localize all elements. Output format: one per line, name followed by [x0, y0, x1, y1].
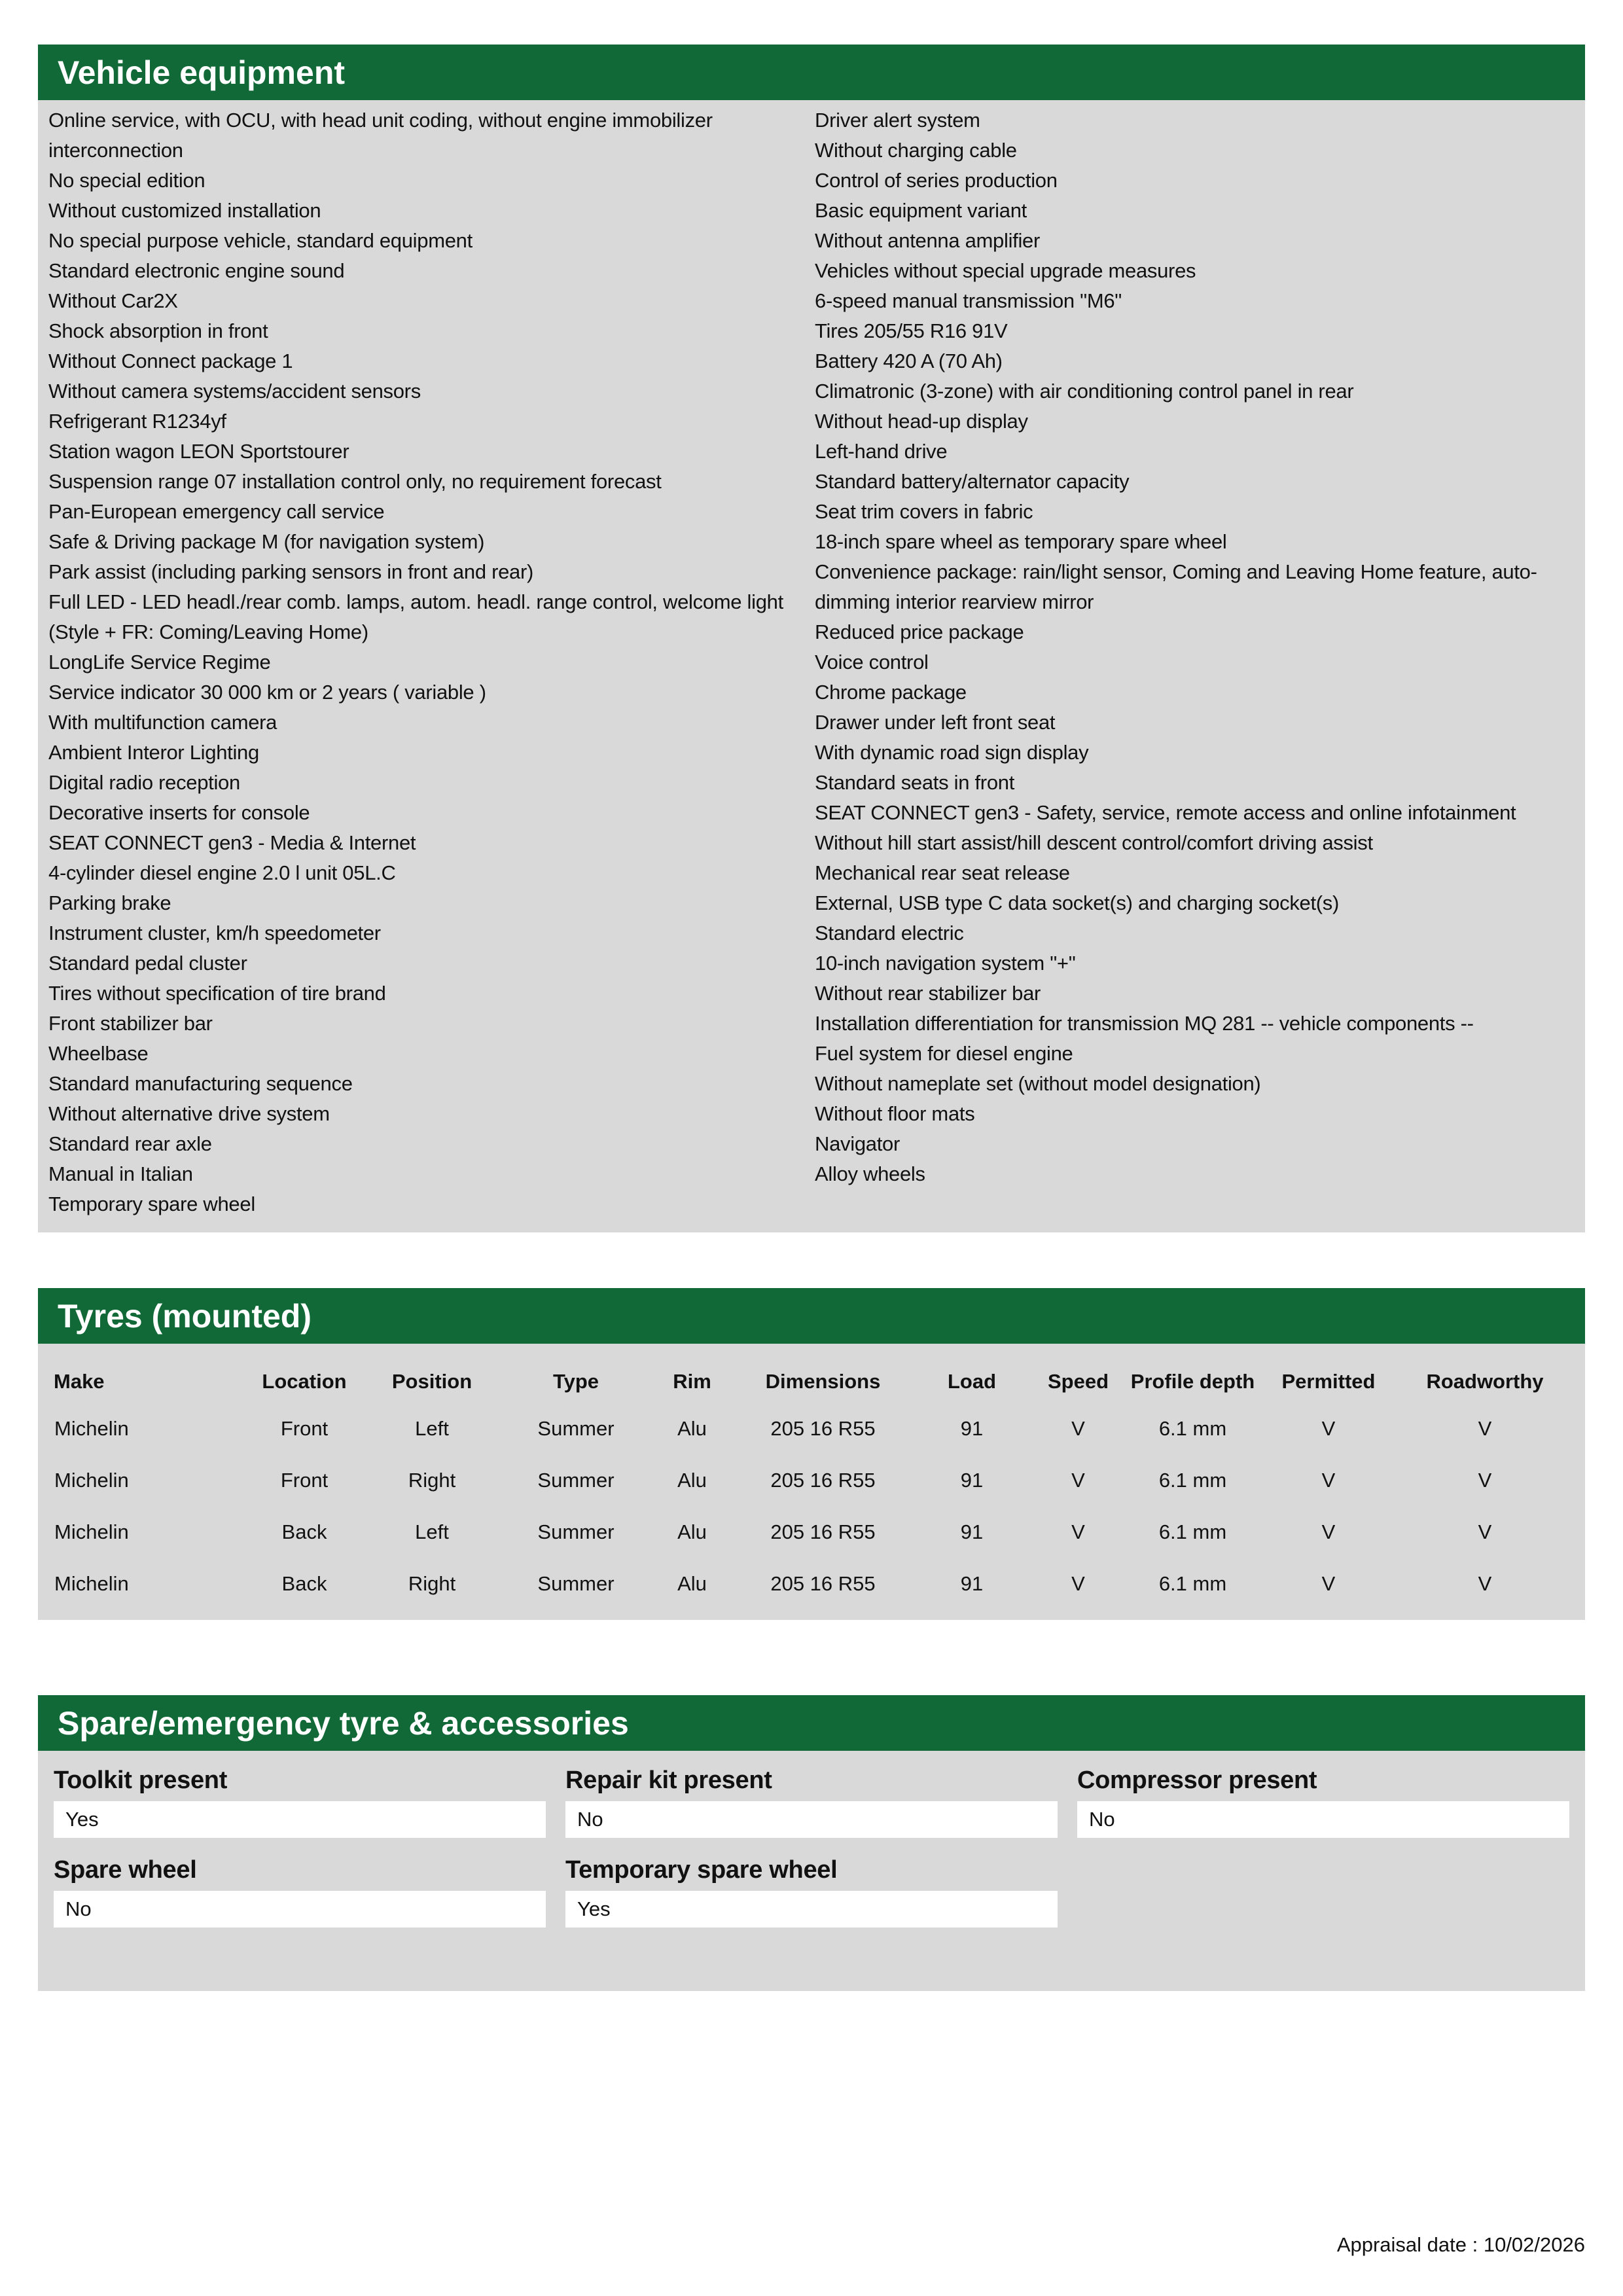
equipment-item: Alloy wheels: [815, 1162, 925, 1185]
field-value-box[interactable]: No: [565, 1801, 1058, 1838]
cell-type: Summer: [537, 1416, 615, 1440]
column-header-type: Type: [552, 1370, 599, 1393]
column-header-permitted: Permitted: [1281, 1370, 1376, 1393]
section-spare-accessories: [38, 1695, 1585, 1991]
equipment-item: Decorative inserts for console: [48, 801, 310, 824]
section-vehicle-equipment: [38, 45, 1585, 1232]
equipment-item: Temporary spare wheel: [48, 1193, 255, 1215]
equipment-item: Without floor mats: [815, 1102, 975, 1125]
equipment-item: Standard battery/alternator capacity: [815, 470, 1130, 493]
equipment-item: Tires 205/55 R16 91V: [815, 319, 1008, 342]
field-label: Toolkit present: [54, 1767, 228, 1794]
cell-location: Back: [281, 1520, 327, 1543]
equipment-item: Without charging cable: [815, 139, 1017, 162]
equipment-item: Battery 420 A (70 Ah): [815, 350, 1003, 372]
equipment-item: Safe & Driving package M (for navigation system): [48, 530, 485, 553]
equipment-item: With multifunction camera: [48, 711, 277, 734]
cell-dimensions: 205 16 R55: [770, 1520, 876, 1543]
equipment-item: Standard rear axle: [48, 1132, 212, 1155]
field-label: Spare wheel: [54, 1856, 197, 1884]
column-header-roadworthy: Roadworthy: [1426, 1370, 1544, 1393]
cell-load: 91: [960, 1520, 984, 1543]
permitted-check-mark: V: [1321, 1571, 1336, 1595]
equipment-item: Online service, with OCU, with head unit coding, without engine immobilizer interconnection: [48, 109, 713, 162]
cell-position: Left: [415, 1520, 449, 1543]
tyres-header-row: [54, 1344, 1569, 1403]
equipment-item: Without nameplate set (without model designation): [815, 1072, 1261, 1095]
cell-type: Summer: [537, 1520, 615, 1543]
tyres-table: [54, 1344, 1569, 1609]
equipment-item: No special purpose vehicle, standard equipment: [48, 229, 473, 252]
appraisal-date: Appraisal date : 10/02/2026: [1336, 2233, 1585, 2256]
equipment-item: Standard pedal cluster: [48, 952, 247, 975]
equipment-item: Basic equipment variant: [815, 199, 1027, 222]
cell-dimensions: 205 16 R55: [770, 1468, 876, 1492]
equipment-item: Station wagon LEON Sportstourer: [48, 440, 349, 463]
field-label: Temporary spare wheel: [565, 1856, 838, 1884]
equipment-item: Reduced price package: [815, 620, 1024, 643]
column-header-speed: Speed: [1047, 1370, 1109, 1393]
equipment-item: Parking brake: [48, 891, 171, 914]
cell-dimensions: 205 16 R55: [770, 1416, 876, 1440]
field-value-box[interactable]: No: [1077, 1801, 1569, 1838]
equipment-item: Drawer under left front seat: [815, 711, 1056, 734]
equipment-item: Without customized installation: [48, 199, 321, 222]
cell-rim: Alu: [677, 1416, 707, 1440]
equipment-item: Control of series production: [815, 169, 1058, 192]
column-header-position: Position: [391, 1370, 473, 1393]
equipment-item: No special edition: [48, 169, 205, 192]
equipment-item: SEAT CONNECT gen3 - Media & Internet: [48, 831, 416, 854]
permitted-check-mark: V: [1321, 1468, 1336, 1492]
equipment-item: Service indicator 30 000 km or 2 years ( variable ): [48, 681, 486, 704]
equipment-item: Without rear stabilizer bar: [815, 982, 1041, 1005]
equipment-item: Without head-up display: [815, 410, 1028, 433]
cell-type: Summer: [537, 1468, 615, 1492]
permitted-check-mark: V: [1321, 1520, 1336, 1543]
field-value-box[interactable]: No: [54, 1891, 546, 1928]
equipment-item: Front stabilizer bar: [48, 1012, 213, 1035]
cell-rim: Alu: [677, 1468, 707, 1492]
equipment-item: Climatronic (3-zone) with air conditioning control panel in rear: [815, 380, 1354, 403]
equipment-item: Fuel system for diesel engine: [815, 1042, 1073, 1065]
cell-type: Summer: [537, 1571, 615, 1595]
roadworthy-check-mark: V: [1478, 1520, 1492, 1543]
equipment-item: Mechanical rear seat release: [815, 861, 1070, 884]
roadworthy-check-mark: V: [1478, 1416, 1492, 1440]
equipment-item: Pan-European emergency call service: [48, 500, 385, 523]
field-compressor-present: [1077, 1765, 1569, 1838]
cell-speed: V: [1071, 1571, 1085, 1595]
cell-load: 91: [960, 1416, 984, 1440]
field-repair-kit-present: [565, 1765, 1058, 1838]
cell-dimensions: 205 16 R55: [770, 1571, 876, 1595]
tyre-row: [54, 1558, 1569, 1609]
equipment-item: Digital radio reception: [48, 771, 240, 794]
equipment-item: 6-speed manual transmission "M6": [815, 289, 1122, 312]
equipment-item: Without alternative drive system: [48, 1102, 330, 1125]
cell-profile-depth: 6.1 mm: [1158, 1416, 1227, 1440]
equipment-item: Wheelbase: [48, 1042, 149, 1065]
equipment-item: Driver alert system: [815, 109, 980, 132]
field-toolkit-present: [54, 1765, 546, 1838]
column-header-profile-depth: Profile depth: [1130, 1370, 1255, 1393]
section-tyres: [38, 1288, 1585, 1620]
cell-load: 91: [960, 1468, 984, 1492]
equipment-item: Shock absorption in front: [48, 319, 268, 342]
field-value-box[interactable]: Yes: [565, 1891, 1058, 1928]
cell-position: Right: [408, 1468, 456, 1492]
equipment-item: LongLife Service Regime: [48, 651, 271, 673]
equipment-item: Standard electronic engine sound: [48, 259, 345, 282]
equipment-list-right: [815, 105, 1585, 1219]
cell-make: Michelin: [54, 1468, 129, 1492]
equipment-item: SEAT CONNECT gen3 - Safety, service, remote access and online infotainment: [815, 801, 1516, 824]
column-header-rim: Rim: [673, 1370, 711, 1393]
field-label: Compressor present: [1077, 1767, 1317, 1794]
equipment-item: Without hill start assist/hill descent control/comfort driving assist: [815, 831, 1373, 854]
column-header-make: Make: [54, 1370, 105, 1393]
cell-speed: V: [1071, 1468, 1085, 1492]
equipment-list-left: [38, 105, 801, 1219]
field-spare-wheel: [54, 1855, 546, 1928]
cell-speed: V: [1071, 1520, 1085, 1543]
vehicle-equipment-title: Vehicle equipment: [38, 45, 1585, 100]
equipment-item: Convenience package: rain/light sensor, Coming and Leaving Home feature, auto-dimming interior rearview mirror: [815, 560, 1537, 613]
equipment-item: Full LED - LED headl./rear comb. lamps, autom. headl. range control, welcome light (Style + FR: Coming/Leaving Home): [48, 590, 783, 643]
equipment-item: Manual in Italian: [48, 1162, 193, 1185]
cell-profile-depth: 6.1 mm: [1158, 1520, 1227, 1543]
equipment-item: Without camera systems/accident sensors: [48, 380, 421, 403]
equipment-item: Without Connect package 1: [48, 350, 293, 372]
field-value-box[interactable]: Yes: [54, 1801, 546, 1838]
equipment-item: 18-inch spare wheel as temporary spare wheel: [815, 530, 1227, 553]
equipment-item: Vehicles without special upgrade measures: [815, 259, 1196, 282]
column-header-load: Load: [947, 1370, 997, 1393]
equipment-item: Navigator: [815, 1132, 900, 1155]
equipment-item: Left-hand drive: [815, 440, 948, 463]
equipment-item: Ambient Interor Lighting: [48, 741, 259, 764]
equipment-item: Tires without specification of tire brand: [48, 982, 386, 1005]
cell-position: Right: [408, 1571, 456, 1595]
permitted-check-mark: V: [1321, 1416, 1336, 1440]
cell-rim: Alu: [677, 1571, 707, 1595]
roadworthy-check-mark: V: [1478, 1468, 1492, 1492]
cell-location: Back: [281, 1571, 327, 1595]
equipment-item: Instrument cluster, km/h speedometer: [48, 922, 381, 944]
tyres-title: Tyres (mounted): [38, 1288, 1585, 1344]
equipment-item: Refrigerant R1234yf: [48, 410, 226, 433]
cell-speed: V: [1071, 1416, 1085, 1440]
roadworthy-check-mark: V: [1478, 1571, 1492, 1595]
cell-rim: Alu: [677, 1520, 707, 1543]
cell-position: Left: [415, 1416, 449, 1440]
equipment-item: Without antenna amplifier: [815, 229, 1041, 252]
cell-profile-depth: 6.1 mm: [1158, 1571, 1227, 1595]
equipment-item: Without Car2X: [48, 289, 178, 312]
cell-location: Front: [280, 1468, 329, 1492]
equipment-item: 4-cylinder diesel engine 2.0 l unit 05L.C: [48, 861, 396, 884]
field-label: Repair kit present: [565, 1767, 772, 1794]
cell-profile-depth: 6.1 mm: [1158, 1468, 1227, 1492]
equipment-item: Standard electric: [815, 922, 964, 944]
spare-accessories-title: Spare/emergency tyre & accessories: [38, 1695, 1585, 1751]
cell-make: Michelin: [54, 1416, 129, 1440]
cell-location: Front: [280, 1416, 329, 1440]
equipment-item: Park assist (including parking sensors in front and rear): [48, 560, 534, 583]
equipment-item: Voice control: [815, 651, 929, 673]
equipment-item: With dynamic road sign display: [815, 741, 1089, 764]
tyres-body: [38, 1344, 1585, 1620]
equipment-item: Installation differentiation for transmission MQ 281 -- vehicle components --: [815, 1012, 1474, 1035]
column-header-dimensions: Dimensions: [765, 1370, 881, 1393]
equipment-item: Seat trim covers in fabric: [815, 500, 1033, 523]
equipment-item: External, USB type C data socket(s) and charging socket(s): [815, 891, 1340, 914]
cell-make: Michelin: [54, 1520, 129, 1543]
spare-accessories-body: [38, 1751, 1585, 1991]
tyre-row: [54, 1506, 1569, 1558]
column-header-location: Location: [262, 1370, 347, 1393]
equipment-item: Suspension range 07 installation control only, no requirement forecast: [48, 470, 662, 493]
vehicle-equipment-body: [38, 100, 1585, 1232]
field-temporary-spare-wheel: [565, 1855, 1058, 1928]
tyre-row: [54, 1403, 1569, 1454]
equipment-item: Standard seats in front: [815, 771, 1015, 794]
equipment-item: Chrome package: [815, 681, 967, 704]
cell-make: Michelin: [54, 1571, 129, 1595]
field-empty-slot: [1077, 1855, 1569, 1928]
cell-load: 91: [960, 1571, 984, 1595]
equipment-item: Standard manufacturing sequence: [48, 1072, 353, 1095]
equipment-item: 10-inch navigation system "+": [815, 952, 1076, 975]
tyre-row: [54, 1454, 1569, 1506]
